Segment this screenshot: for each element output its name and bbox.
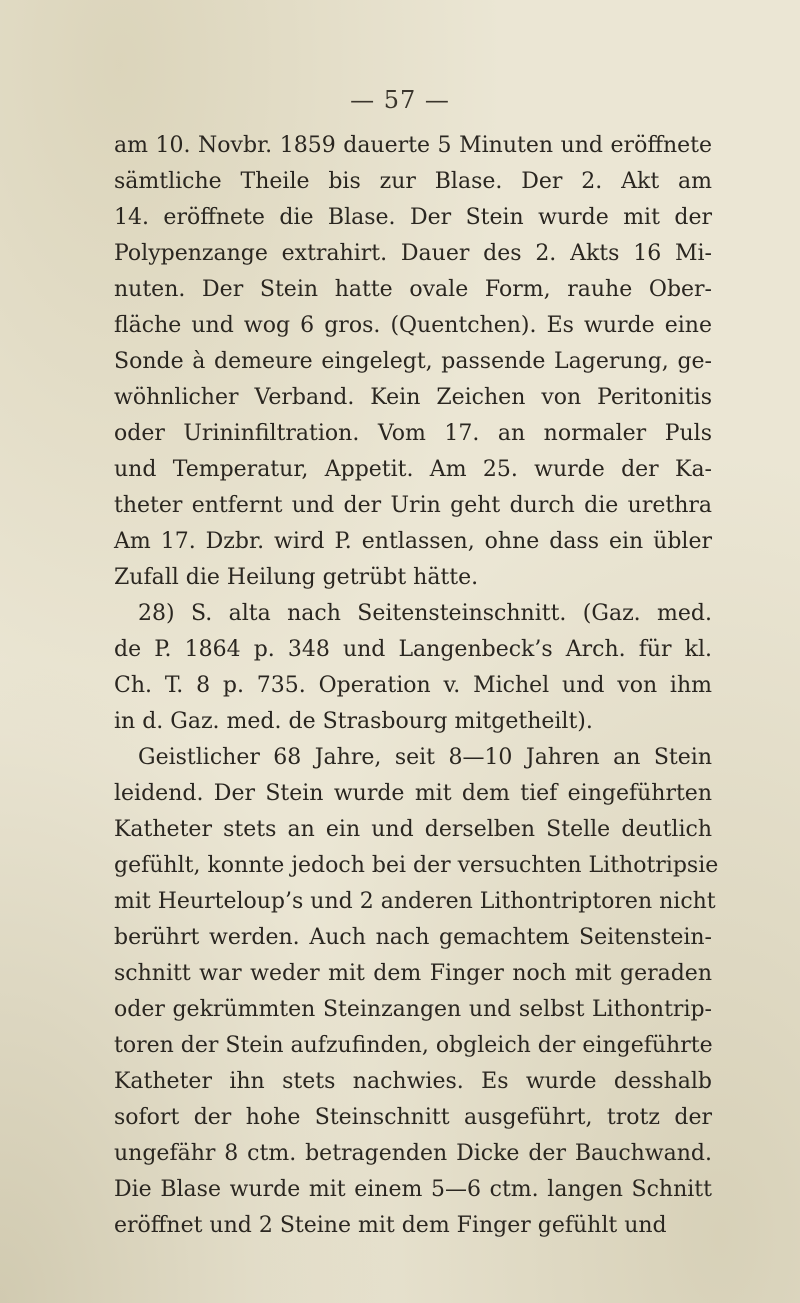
text-body [114, 128, 719, 1244]
text-line: 14. eröffnete die Blase. Der Stein wurde mit der [114, 205, 712, 230]
text-line: Sonde à demeure eingelegt, passende Lagerung, ge- [114, 349, 712, 374]
text-line: toren der Stein aufzufinden, obgleich der eingeführte [114, 1033, 713, 1058]
text-line: wöhnlicher Verband. Kein Zeichen von Peritonitis [114, 385, 712, 410]
text-line: Polypenzange extrahirt. Dauer des 2. Akts 16 Mi- [114, 241, 712, 266]
text-line: Katheter ihn stets nachwies. Es wurde desshalb [114, 1069, 712, 1094]
text-line: schnitt war weder mit dem Finger noch mit geraden [114, 961, 712, 986]
text-line: in d. Gaz. med. de Strasbourg mitgetheilt). [114, 709, 593, 734]
text-line: und Temperatur, Appetit. Am 25. wurde der Ka- [114, 457, 712, 482]
text-line: oder Urininfiltration. Vom 17. an normaler Puls [114, 421, 712, 446]
text-line: ungefähr 8 ctm. betragenden Dicke der Bauchwand. [114, 1141, 712, 1166]
text-line: Zufall die Heilung getrübt hätte. [114, 565, 479, 590]
text-line: oder gekrümmten Steinzangen und selbst Lithontrip- [114, 997, 712, 1022]
text-line: Geistlicher 68 Jahre, seit 8—10 Jahren an Stein [138, 745, 712, 770]
text-line: berührt werden. Auch nach gemachtem Seitenstein- [114, 925, 712, 950]
text-line: theter entfernt und der Urin geht durch die urethra [114, 493, 712, 518]
text-line: fläche und wog 6 gros. (Quentchen). Es wurde eine [114, 313, 712, 338]
text-line: eröffnet und 2 Steine mit dem Finger gefühlt und [114, 1213, 667, 1238]
text-line: 28) S. alta nach Seitensteinschnitt. (Gaz. med. [138, 601, 712, 626]
page-number-header: — 57 — [350, 86, 450, 114]
text-line: Katheter stets an ein und derselben Stelle deutlich [114, 817, 712, 842]
text-line: am 10. Novbr. 1859 dauerte 5 Minuten und eröffnete [114, 133, 712, 158]
text-line: nuten. Der Stein hatte ovale Form, rauhe Ober- [114, 277, 712, 302]
text-line: leidend. Der Stein wurde mit dem tief eingeführten [114, 781, 712, 806]
text-line: sämtliche Theile bis zur Blase. Der 2. Akt am [114, 169, 712, 194]
text-line: Ch. T. 8 p. 735. Operation v. Michel und von ihm [114, 673, 712, 698]
text-line: gefühlt, konnte jedoch bei der versuchten Lithotripsie [114, 853, 719, 878]
text-line: mit Heurteloup’s und 2 anderen Lithontriptoren nicht [114, 889, 716, 914]
text-line: Die Blase wurde mit einem 5—6 ctm. langen Schnitt [114, 1177, 712, 1202]
text-line: Am 17. Dzbr. wird P. entlassen, ohne dass ein übler [114, 529, 712, 554]
text-line: de P. 1864 p. 348 und Langenbeck’s Arch. für kl. [114, 637, 712, 662]
text-line: sofort der hohe Steinschnitt ausgeführt, trotz der [114, 1105, 712, 1130]
